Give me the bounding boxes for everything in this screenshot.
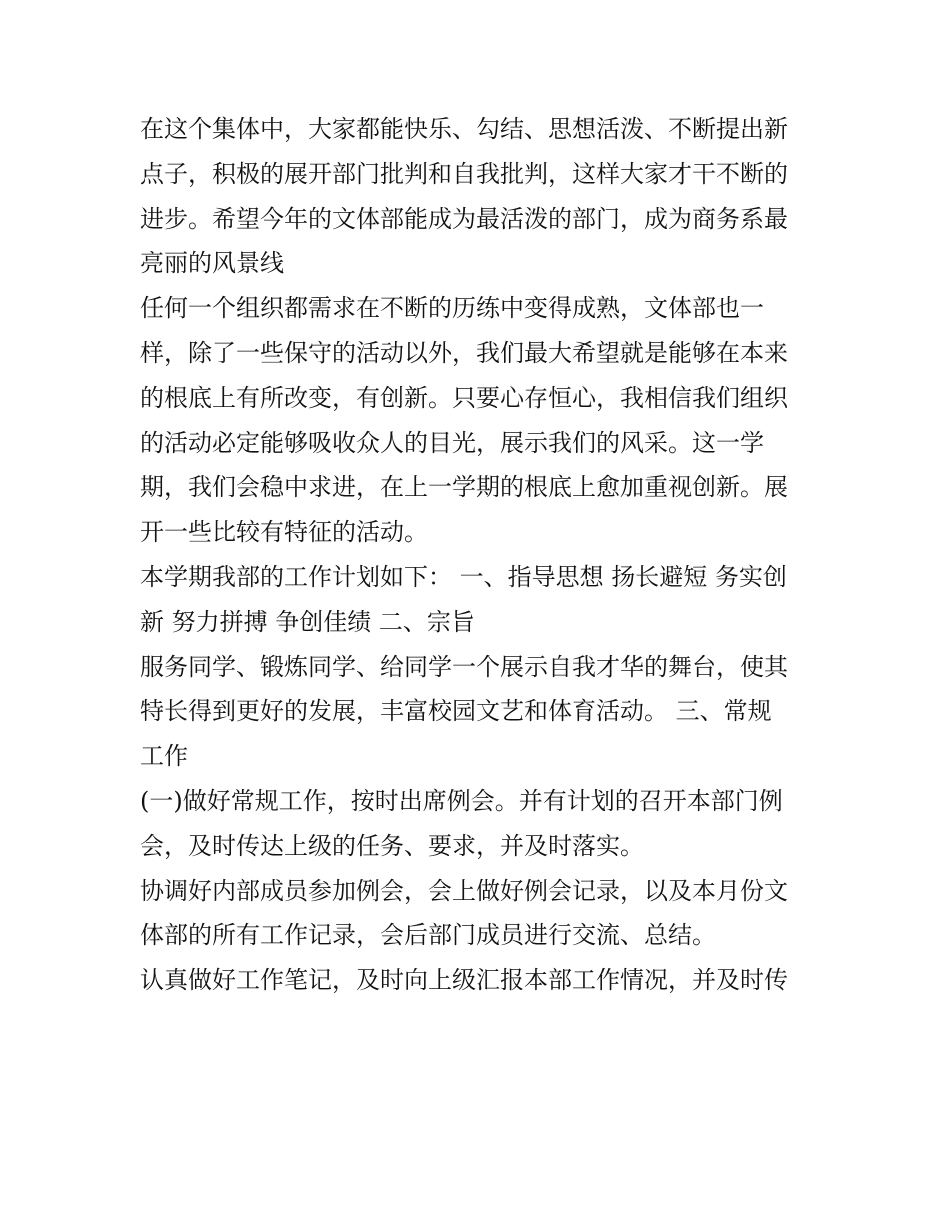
text-line: 协调好内部成员参加例会，会上做好例会记录，以及本月份文 — [140, 876, 788, 905]
text-line: 会，及时传达上级的任务、要求，并及时落实。 — [140, 831, 644, 860]
text-line: (一)做好常规工作，按时出席例会。并有计划的召开本部门例 — [140, 786, 783, 815]
text-line: 进步。希望今年的文体部能成为最活泼的部门，成为商务系最 — [140, 204, 788, 233]
text-line: 期，我们会稳中求进，在上一学期的根底上愈加重视创新。展 — [140, 473, 788, 502]
text-line: 亮丽的风景线 — [140, 249, 284, 278]
text-line: 任何一个组织都需求在不断的历练中变得成熟，文体部也一 — [140, 294, 764, 323]
text-line: 本学期我部的工作计划如下： 一、指导思想 扬长避短 务实创 — [140, 562, 787, 591]
text-line: 的根底上有所改变，有创新。只要心存恒心，我相信我们组织 — [140, 383, 788, 412]
text-line: 新 努力拼搏 争创佳绩 二、宗旨 — [140, 607, 475, 636]
text-line: 服务同学、锻炼同学、给同学一个展示自我才华的舞台，使其 — [140, 652, 788, 681]
text-line: 点子，积极的展开部门批判和自我批判，这样大家才干不断的 — [140, 159, 788, 188]
text-line: 在这个集体中，大家都能快乐、勾结、思想活泼、不断提出新 — [140, 115, 788, 143]
text-line: 特长得到更好的发展，丰富校园文艺和体育活动。 三、常规 — [140, 697, 772, 726]
text-line: 样，除了一些保守的活动以外，我们最大希望就是能够在本来 — [140, 338, 788, 367]
text-line: 认真做好工作笔记，及时向上级汇报本部工作情况，并及时传 — [140, 966, 788, 995]
text-line: 工作 — [140, 742, 188, 771]
text-line: 体部的所有工作记录，会后部门成员进行交流、总结。 — [140, 921, 716, 950]
text-line: 的活动必定能够吸收众人的目光，展示我们的风采。这一学 — [140, 428, 764, 457]
text-line: 开一些比较有特征的活动。 — [140, 518, 428, 547]
document-body — [140, 107, 820, 1003]
